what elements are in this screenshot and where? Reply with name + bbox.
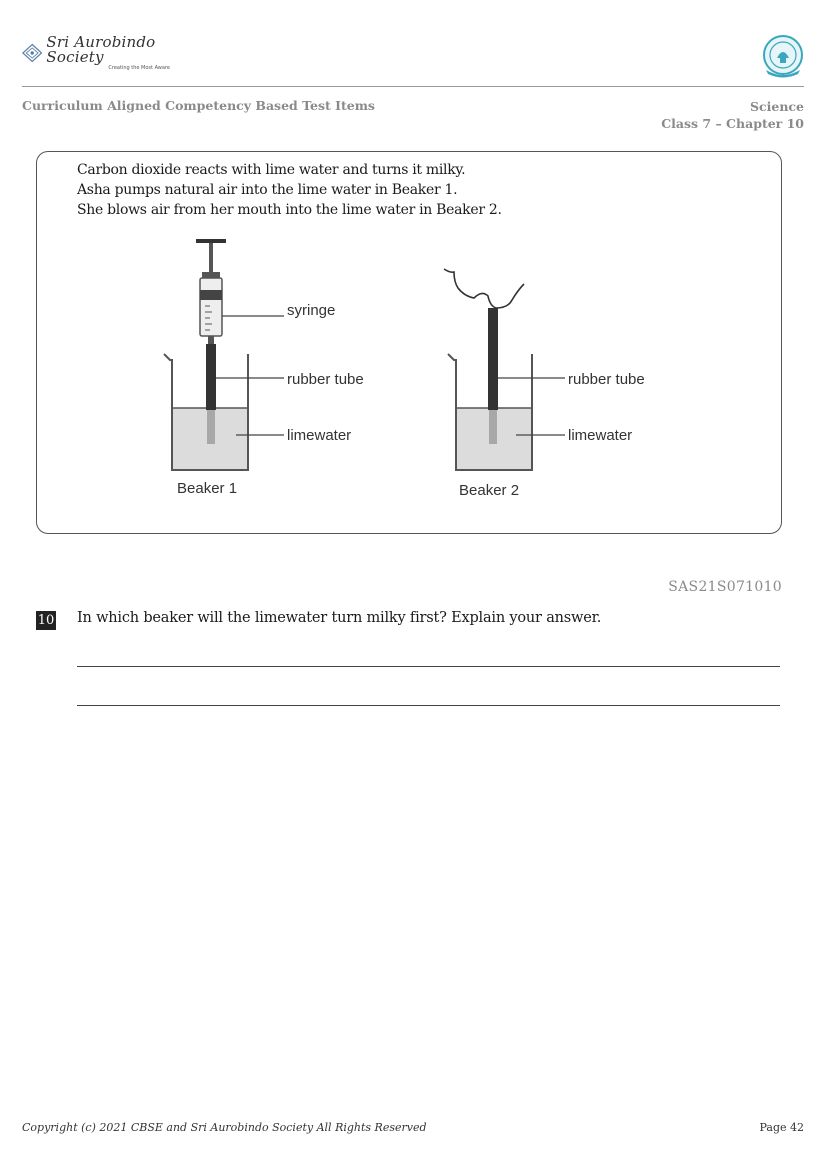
syringe-label: syringe — [287, 302, 336, 319]
sri-aurobindo-society-logo — [22, 33, 192, 71]
beaker-2 — [444, 269, 645, 499]
passage-line: She blows air from her mouth into the lime water in Beaker 2. — [77, 202, 502, 218]
header-divider — [22, 86, 804, 87]
tube-tip-2 — [489, 410, 497, 444]
subject-label: Science — [750, 99, 804, 114]
brand-name: Sri Aurobindo Society — [46, 33, 156, 66]
beaker-2-label: Beaker 2 — [459, 482, 520, 499]
item-code: SAS21S071010 — [668, 579, 782, 595]
curriculum-title: Curriculum Aligned Competency Based Test Items — [22, 98, 375, 113]
answer-line[interactable] — [77, 666, 780, 667]
passage — [77, 160, 502, 220]
beaker-experiment-diagram — [150, 232, 670, 512]
rubber-tube-1 — [206, 344, 216, 410]
mouth-icon — [444, 269, 524, 308]
society-emblem-icon — [22, 42, 42, 64]
limewater-label-2: limewater — [568, 427, 633, 444]
rubber-tube-label-2: rubber tube — [568, 371, 645, 388]
answer-line[interactable] — [77, 705, 780, 706]
tube-tip-1 — [207, 410, 215, 444]
brand-tagline: Creating the Most Aware — [108, 65, 170, 71]
passage-line: Carbon dioxide reacts with lime water and turns it milky. — [77, 162, 466, 178]
question-text: In which beaker will the limewater turn milky first? Explain your answer. — [77, 610, 602, 626]
copyright-notice: Copyright (c) 2021 CBSE and Sri Aurobindo Society All Rights Reserved — [22, 1121, 427, 1134]
passage-line: Asha pumps natural air into the lime water in Beaker 1. — [77, 182, 458, 198]
rubber-tube-label-1: rubber tube — [287, 371, 364, 388]
limewater-label-1: limewater — [287, 427, 352, 444]
cbse-seal-icon — [760, 34, 806, 80]
beaker-1-label: Beaker 1 — [177, 480, 238, 497]
class-chapter-label: Class 7 – Chapter 10 — [661, 116, 804, 131]
syringe-icon — [196, 239, 226, 344]
beaker-1 — [164, 239, 364, 497]
question-number: 10 — [37, 613, 55, 628]
page-number: Page 42 — [759, 1121, 804, 1134]
subject-info — [661, 98, 804, 132]
rubber-tube-2 — [488, 308, 498, 410]
